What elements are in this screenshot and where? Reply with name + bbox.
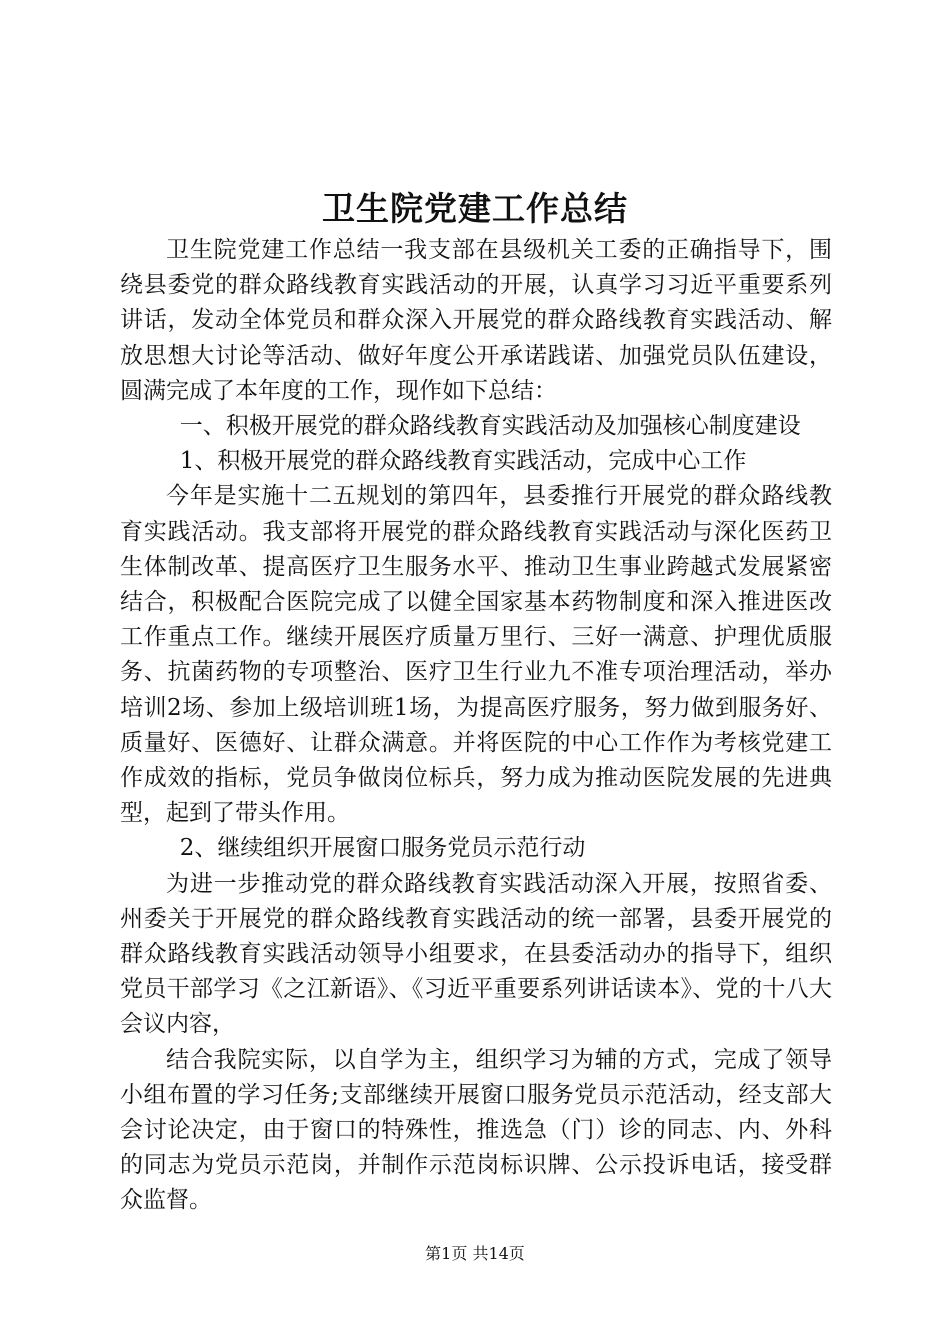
section-heading-1: 一、积极开展党的群众路线教育实践活动及加强核心制度建设 <box>179 413 801 440</box>
paragraph-intro: 卫生院党建工作总结一我支部在县级机关工委的正确指导下，围绕县委党的群众路线教育实践活动的开展，认真学习习近平重要系列讲话，发动全体党员和群众深入开展党的群众路线教育实践活动、解放思想大讨论等活动、做好年度公开承诺践诺、加强党员队伍建设，圆满完成了本年度的工作，现作如下总结： <box>120 237 832 404</box>
subsection-heading-2: 2、继续组织开展窗口服务党员示范行动 <box>179 835 586 862</box>
subsection-heading-1: 1、积极开展党的群众路线教育实践活动，完成中心工作 <box>179 448 747 475</box>
page-number-footer: 第1页 共14页 <box>425 1244 525 1263</box>
paragraph-section-2-continued: 结合我院实际，以自学为主，组织学习为辅的方式，完成了领导小组布置的学习任务;支部继续开展窗口服务党员示范活动，经支部大会讨论决定，由于窗口的特殊性，推选急（门）诊的同志、内、外科的同志为党员示范岗，并制作示范岗标识牌、公示投诉电话，接受群众监督。 <box>120 1046 832 1214</box>
document-title: 卫生院党建工作总结 <box>322 189 628 228</box>
paragraph-section-1-body: 今年是实施十二五规划的第四年，县委推行开展党的群众路线教育实践活动。我支部将开展党的群众路线教育实践活动与深化医药卫生体制改革、提高医疗卫生服务水平、推动卫生事业跨越式发展紧密结合，积极配合医院完成了以健全国家基本药物制度和深入推进医改工作重点工作。继续开展医疗质量万里行、三好一满意、护理优质服务、抗菌药物的专项整治、医疗卫生行业九不准专项治理活动，举办培训2场、参加上级培训班1场，为提高医疗服务，努力做到服务好、质量好、医德好、让群众满意。并将医院的中心工作作为考核党建工作成效的指标，党员争做岗位标兵，努力成为推动医院发展的先进典型，起到了带头作用。 <box>120 483 832 827</box>
document-body <box>120 233 832 1219</box>
paragraph-section-2-body: 为进一步推动党的群众路线教育实践活动深入开展，按照省委、州委关于开展党的群众路线教育实践活动的统一部署，县委开展党的群众路线教育实践活动领导小组要求，在县委活动办的指导下，组织党员干部学习《之江新语》、《习近平重要系列讲话读本》、党的十八大会议内容， <box>120 870 832 1038</box>
